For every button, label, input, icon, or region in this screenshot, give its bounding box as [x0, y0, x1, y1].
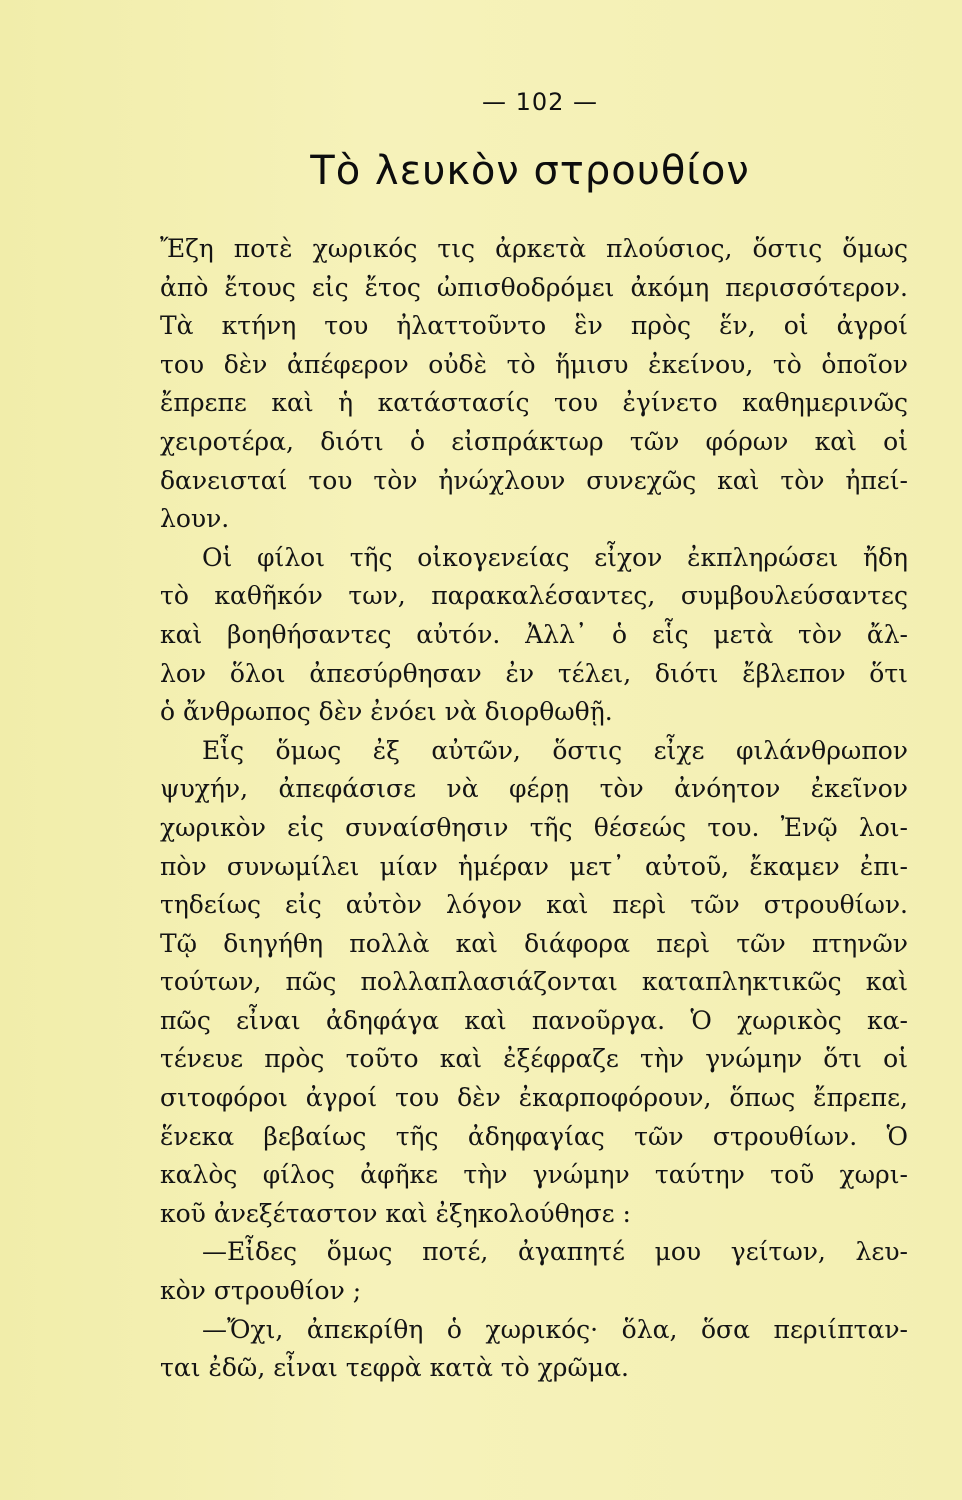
text-line: ται ἐδῶ, εἶναι τεφρὰ κατὰ τὸ χρῶμα. — [160, 1353, 629, 1383]
text-line: κοῦ ἀνεξέταστον καὶ ἐξηκολούθησε : — [160, 1198, 631, 1228]
text-line: λον ὅλοι ἀπεσύρθησαν ἐν τέλει, διότι ἔβλεπον ὅτι — [160, 658, 908, 688]
text-line: —Εἶδες ὅμως ποτέ, ἀγαπητέ μου γείτων, λευ- — [202, 1237, 908, 1267]
text-line: σιτοφόροι ἀγροί του δὲν ἐκαρποφόρουν, ὅπως ἔπρεπε, — [160, 1083, 908, 1113]
text-line: Τῷ διηγήθη πολλὰ καὶ διάφορα περὶ τῶν πτηνῶν — [160, 928, 908, 958]
text-line: —Ὄχι, ἀπεκρίθη ὁ χωρικός· ὅλα, ὅσα περιίπταν- — [202, 1314, 908, 1344]
text-line: Οἱ φίλοι τῆς οἰκογενείας εἶχον ἐκπληρώσει ἤδη — [202, 542, 908, 572]
text-line: δανεισταί του τὸν ἠνώχλουν συνεχῶς καὶ τὸν ἠπεί- — [160, 465, 908, 495]
text-line: Εἷς ὅμως ἐξ αὐτῶν, ὅστις εἶχε φιλάνθρωπον — [202, 735, 908, 765]
body-text — [160, 230, 908, 1388]
text-line: καλὸς φίλος ἀφῆκε τὴν γνώμην ταύτην τοῦ χωρι- — [160, 1160, 908, 1190]
text-line: ἔπρεπε καὶ ἡ κατάστασίς του ἐγίνετο καθημερινῶς — [160, 388, 908, 418]
text-line: ἕνεκα βεβαίως τῆς ἀδηφαγίας τῶν στρουθίων. Ὁ — [160, 1121, 908, 1151]
text-line: τηδείως εἰς αὐτὸν λόγον καὶ περὶ τῶν στρουθίων. — [160, 890, 908, 920]
text-line: καὶ βοηθήσαντες αὐτόν. Ἀλλ᾽ ὁ εἷς μετὰ τὸν ἄλ- — [160, 619, 908, 649]
text-line: ψυχήν, ἀπεφάσισε νὰ φέρῃ τὸν ἀνόητον ἐκεῖνον — [160, 774, 908, 804]
chapter-title: Τὸ λευκὸν στρουθίον — [310, 148, 750, 194]
text-line: του δὲν ἀπέφερον οὐδὲ τὸ ἥμισυ ἐκείνου, τὸ ὁποῖον — [160, 349, 908, 379]
text-line: χωρικὸν εἰς συναίσθησιν τῆς θέσεώς του. Ἐνῷ λοι- — [160, 812, 908, 842]
text-line: τένευε πρὸς τοῦτο καὶ ἐξέφραζε τὴν γνώμην ὅτι οἱ — [160, 1044, 908, 1074]
text-line: τὸ καθῆκόν των, παρακαλέσαντες, συμβουλεύσαντες — [160, 581, 908, 611]
text-line: ἀπὸ ἔτους εἰς ἔτος ὠπισθοδρόμει ἀκόμη περισσότερον. — [160, 272, 908, 302]
text-line: τούτων, πῶς πολλαπλασιάζονται καταπληκτικῶς καὶ — [160, 967, 908, 997]
text-line: ὁ ἄνθρωπος δὲν ἐνόει νὰ διορθωθῇ. — [160, 697, 613, 727]
text-line: πῶς εἶναι ἀδηφάγα καὶ πανοῦργα. Ὁ χωρικὸς κα- — [160, 1005, 908, 1035]
text-line: Ἔζη ποτὲ χωρικός τις ἀρκετὰ πλούσιος, ὅστις ὅμως — [160, 234, 908, 263]
text-line: χειροτέρα, διότι ὁ εἰσπράκτωρ τῶν φόρων καὶ οἱ — [160, 426, 908, 456]
text-line: κὸν στρουθίον ; — [160, 1276, 362, 1306]
text-line: πὸν συνωμίλει μίαν ἡμέραν μετ᾽ αὐτοῦ, ἔκαμεν ἐπι- — [160, 851, 908, 881]
text-line: λουν. — [160, 504, 230, 534]
text-line: Τὰ κτήνη του ἠλαττοῦντο ἓν πρὸς ἕν, οἱ ἀγροί — [160, 311, 908, 341]
page-number: — 102 — — [481, 88, 599, 116]
